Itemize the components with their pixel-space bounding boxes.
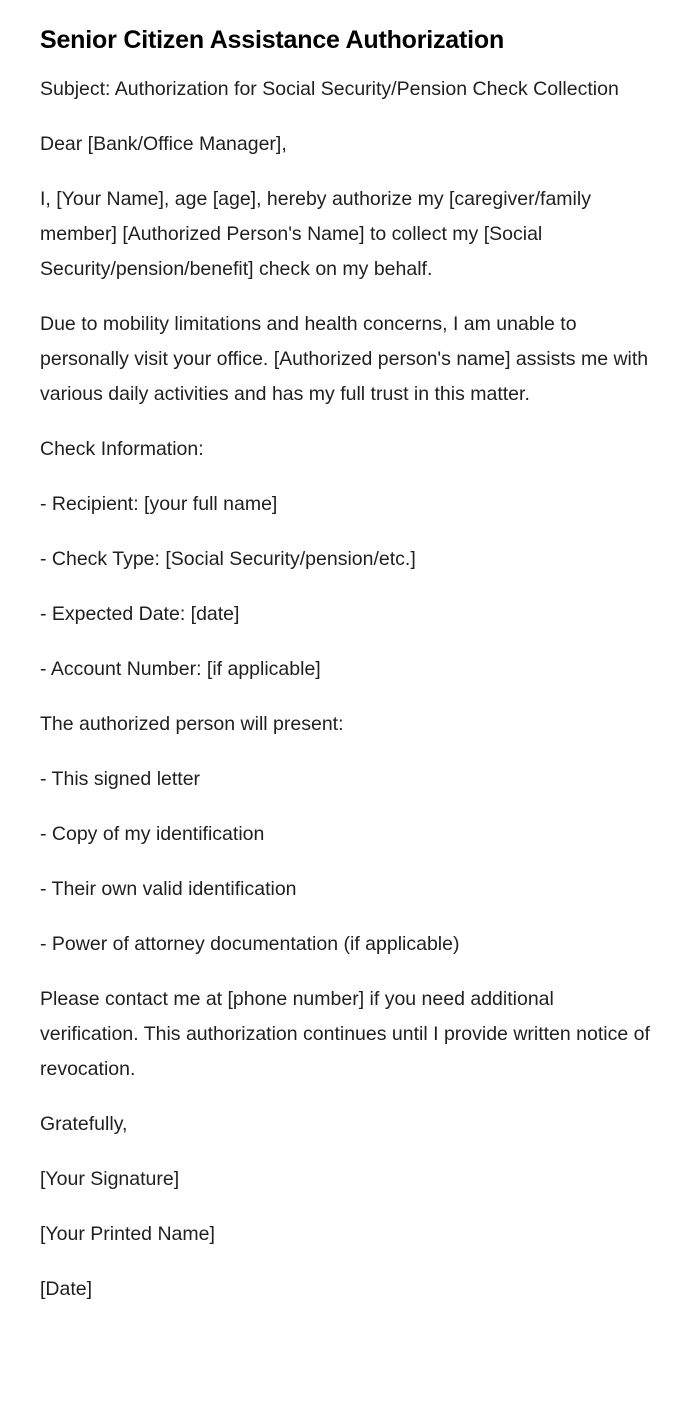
- contact-paragraph: Please contact me at [phone number] if you need additional verification. This authorization continues until I provide written notice of revocation.: [40, 988, 650, 1080]
- check-info-expected-date: - Expected Date: [date]: [40, 603, 240, 625]
- present-item-their-identification: - Their own valid identification: [40, 878, 297, 900]
- present-heading: The authorized person will present:: [40, 713, 344, 735]
- authorization-letter: [40, 22, 652, 1327]
- check-info-account-number: - Account Number: [if applicable]: [40, 658, 321, 680]
- present-item-power-of-attorney: - Power of attorney documentation (if applicable): [40, 933, 460, 955]
- salutation: Dear [Bank/Office Manager],: [40, 133, 287, 155]
- reason-paragraph: Due to mobility limitations and health concerns, I am unable to personally visit your office. [Authorized person's name] assists me with various daily activities and has my full trust in this matter.: [40, 313, 649, 405]
- check-info-recipient: - Recipient: [your full name]: [40, 493, 278, 515]
- date-placeholder: [Date]: [40, 1278, 93, 1300]
- printed-name-placeholder: [Your Printed Name]: [40, 1223, 215, 1245]
- document-title: Senior Citizen Assistance Authorization: [40, 26, 505, 54]
- check-info-type: - Check Type: [Social Security/pension/etc.]: [40, 548, 416, 570]
- closing: Gratefully,: [40, 1113, 128, 1135]
- signature-placeholder: [Your Signature]: [40, 1168, 180, 1190]
- present-item-signed-letter: - This signed letter: [40, 768, 201, 790]
- check-info-heading: Check Information:: [40, 438, 204, 460]
- present-item-my-identification: - Copy of my identification: [40, 823, 265, 845]
- intro-paragraph: I, [Your Name], age [age], hereby authorize my [caregiver/family member] [Authorized Person's Name] to collect my [Social Security/pension/benefit] check on my behalf.: [40, 188, 591, 280]
- subject-line: Subject: Authorization for Social Security/Pension Check Collection: [40, 78, 619, 100]
